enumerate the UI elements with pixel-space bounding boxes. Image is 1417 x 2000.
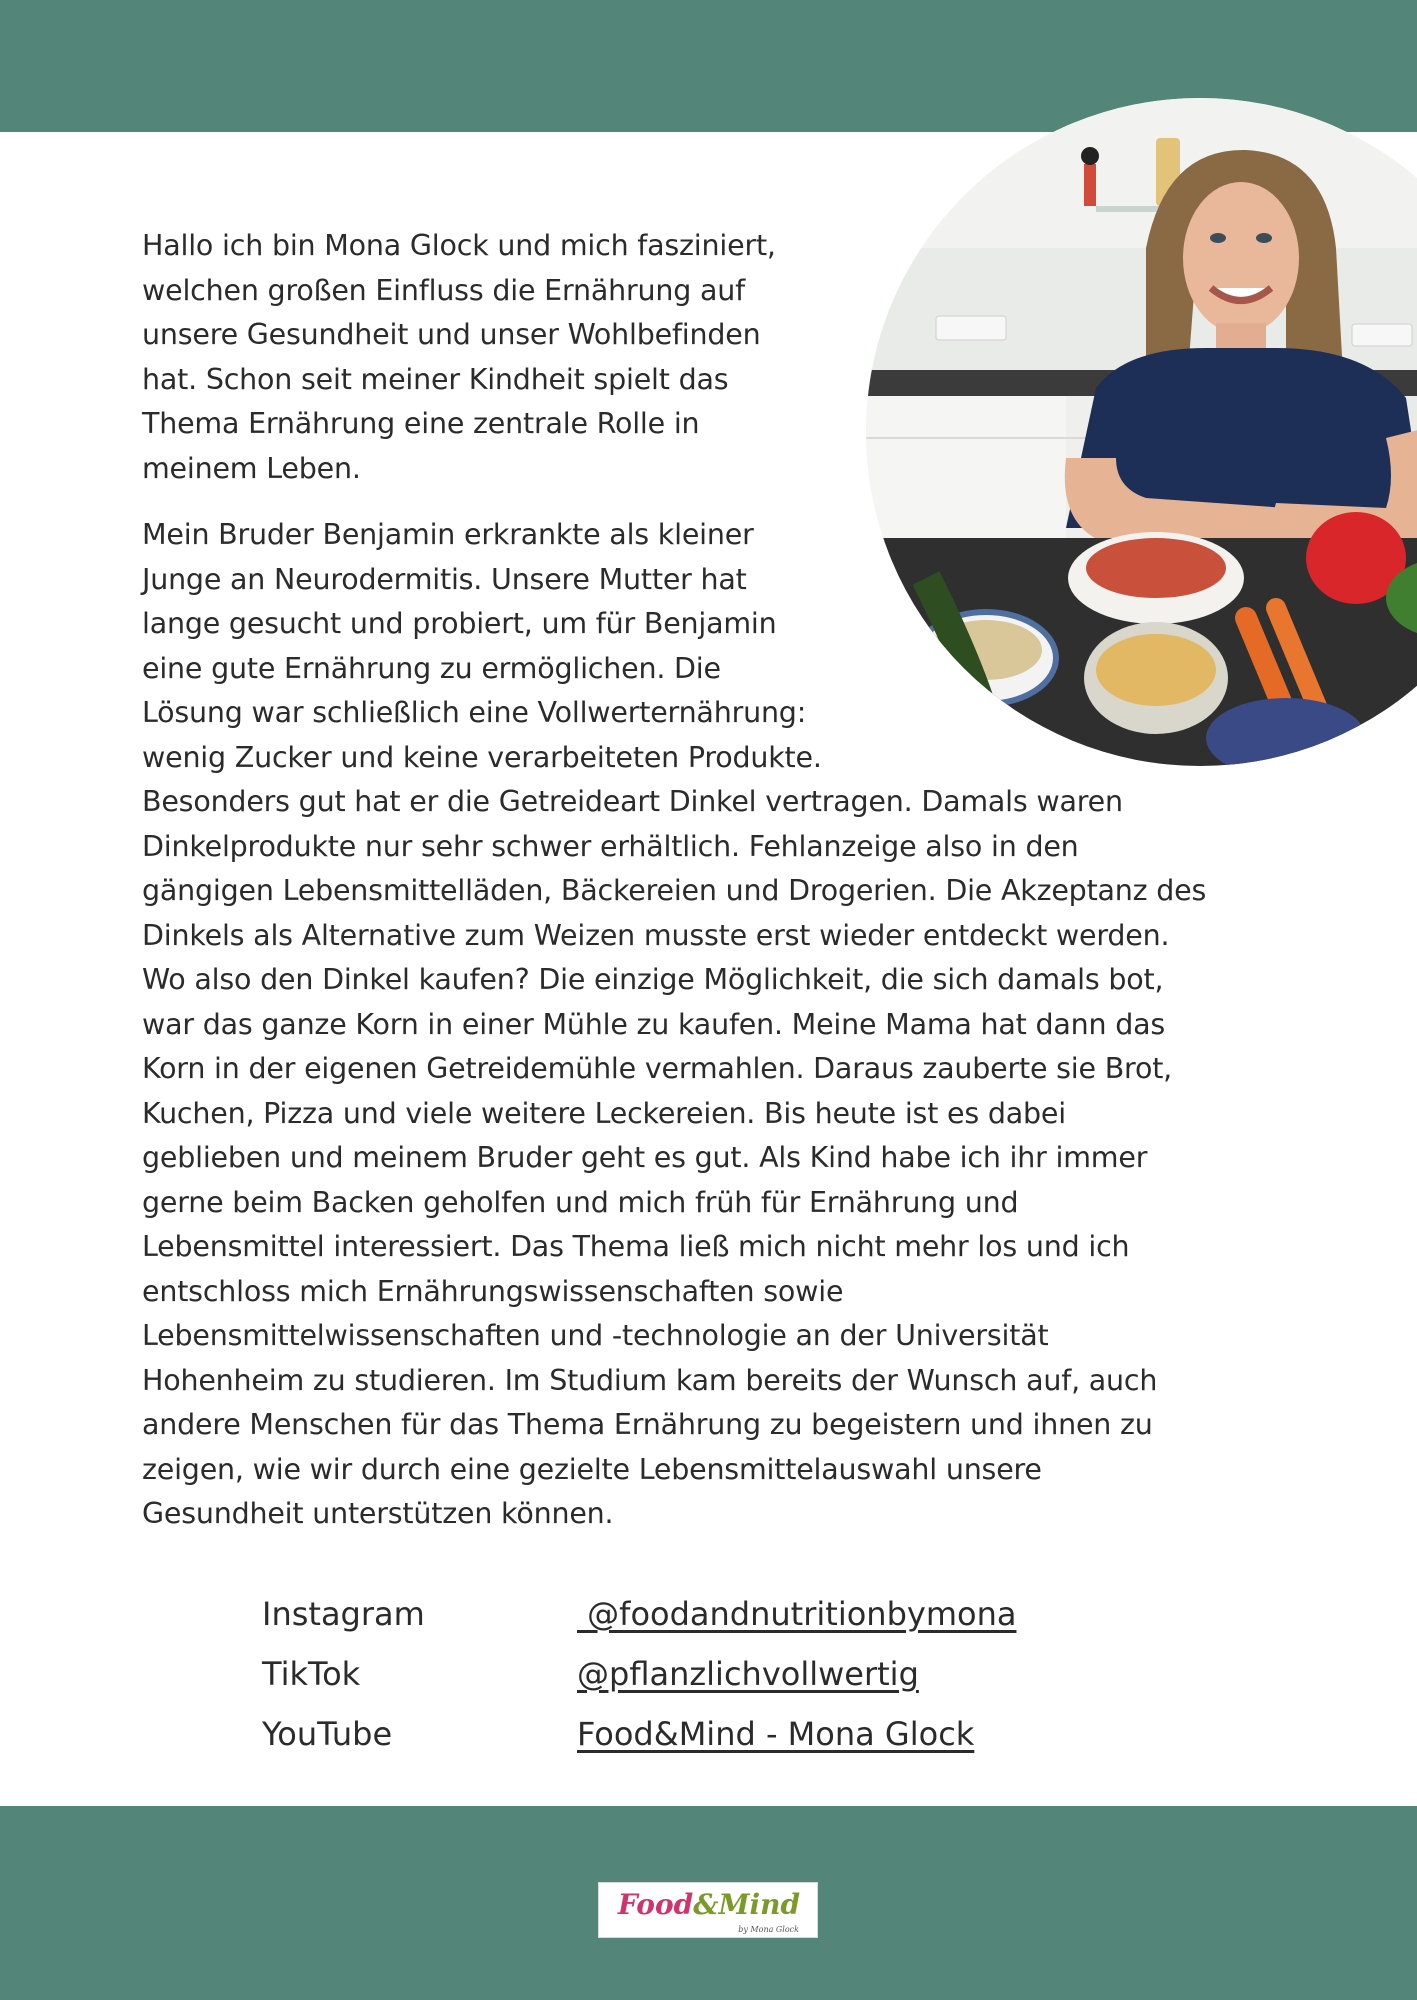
social-row-tiktok <box>262 1644 1162 1704</box>
instagram-link[interactable]: @foodandnutritionbymona <box>577 1595 1017 1633</box>
tiktok-link[interactable]: @pflanzlichvollwertig <box>577 1655 919 1693</box>
logo-wordmark <box>599 1887 819 1923</box>
food-and-mind-logo <box>598 1882 818 1938</box>
logo-mind: Mind <box>718 1888 801 1921</box>
youtube-label: YouTube <box>262 1715 393 1753</box>
social-links <box>262 1584 1162 1764</box>
social-row-youtube <box>262 1704 1162 1764</box>
social-row-instagram <box>262 1584 1162 1644</box>
logo-food: Food <box>617 1888 694 1921</box>
bio-text <box>142 224 1282 1537</box>
intro-paragraph: Hallo ich bin Mona Glock und mich fasziniert, welchen großen Einfluss die Ernährung auf unsere Gesundheit und unser Wohlbefinden hat. Schon seit meiner Kindheit spielt das Thema Ernährung eine zentrale Rolle in meinem Leben. <box>142 229 776 485</box>
story-paragraph: Mein Bruder Benjamin erkrankte als kleiner Junge an Neurodermitis. Unsere Mutter hat lange gesucht und probiert, um für Benjamin eine gute Ernährung zu ermöglichen. Die Lösung war schließlich eine Vollwerternährung: wenig Zucker und keine verarbeiteten Produkte. Besonders gut hat er die Getreideart Dinkel vertragen. Damals waren Dinkelprodukte nur sehr schwer erhältlich. Fehlanzeige also in den gängigen Lebensmittelläden, Bäckereien und Drogerien. Die Akzeptanz des Dinkels als Alternative zum Weizen musste erst wieder entdeckt werden. Wo also den Dinkel kaufen? Die einzige Möglichkeit, die sich damals bot, war das ganze Korn in einer Mühle zu kaufen. Meine Mama hat dann das Korn in der eigenen Getreidemühle vermahlen. Daraus zauberte sie Brot, Kuchen, Pizza und viele weitere Leckereien. Bis heute ist es dabei geblieben und meinem Bruder geht es gut. Als Kind habe ich ihr immer gerne beim Backen geholfen und mich früh für Ernährung und Lebensmittel interessiert. Das Thema ließ mich nicht mehr los und ich entschloss mich Ernährungswissenschaften sowie Lebensmittelwissenschaften und -technologie an der Universität Hohenheim zu studieren. Im Studium kam bereits der Wunsch auf, auch andere Menschen für das Thema Ernährung zu begeistern und ihnen zu zeigen, wie wir durch eine gezielte Lebensmittelauswahl unsere Gesundheit unterstützen können. <box>142 518 1207 1530</box>
instagram-label: Instagram <box>262 1595 425 1633</box>
youtube-link[interactable]: Food&Mind - Mona Glock <box>577 1715 975 1753</box>
tiktok-label: TikTok <box>262 1655 361 1693</box>
logo-subtitle: by Mona Glock <box>738 1925 799 1934</box>
logo-amp: & <box>693 1888 719 1921</box>
